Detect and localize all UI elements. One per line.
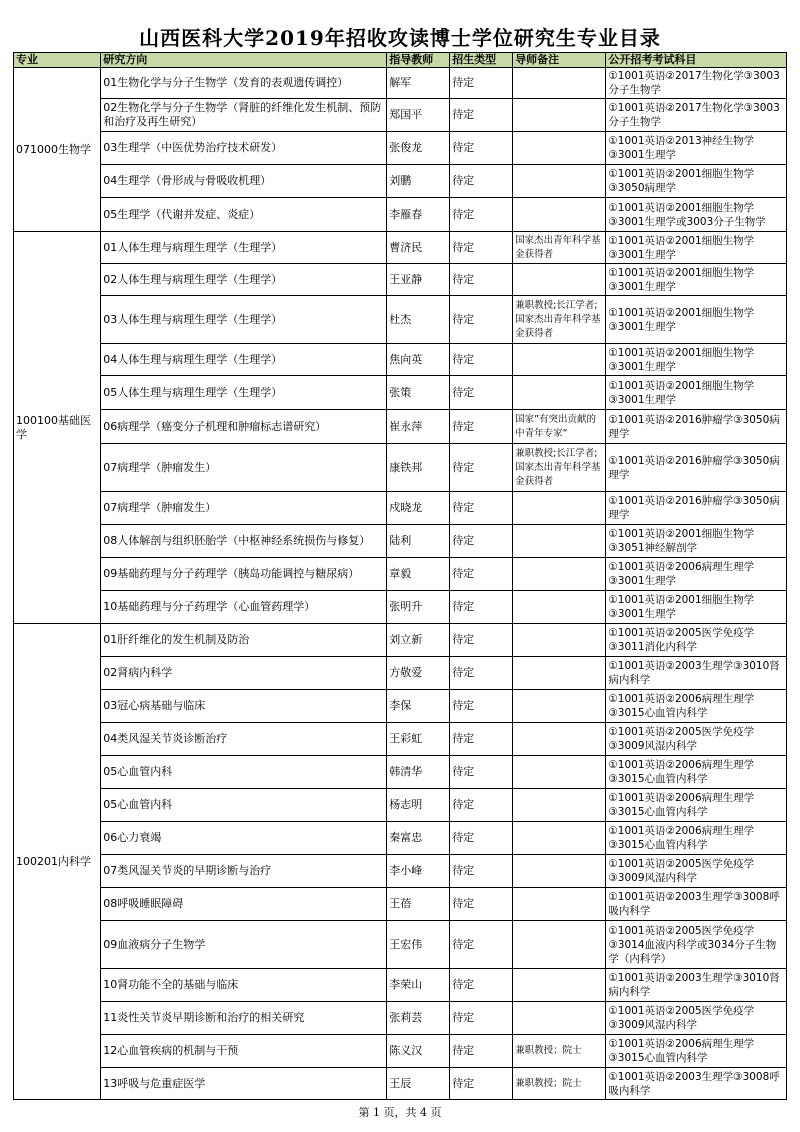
type-cell: 待定 bbox=[450, 921, 513, 969]
note-cell bbox=[513, 624, 606, 657]
type-cell: 待定 bbox=[450, 525, 513, 558]
major-cell: 071000生物学 bbox=[14, 68, 101, 232]
direction-cell: 07类风湿关节炎的早期诊断与治疗 bbox=[101, 855, 387, 888]
table-row bbox=[14, 376, 787, 410]
exam-cell: ①1001英语②2006病理生理学③3015心血管内科学 bbox=[606, 822, 787, 855]
type-cell: 待定 bbox=[450, 558, 513, 591]
type-cell: 待定 bbox=[450, 624, 513, 657]
exam-cell: ①1001英语②2016肿瘤学③3050病理学 bbox=[606, 410, 787, 444]
exam-cell: ①1001英语②2006病理生理学③3015心血管内科学 bbox=[606, 756, 787, 789]
type-cell: 待定 bbox=[450, 232, 513, 264]
advisor-cell: 王宏伟 bbox=[387, 921, 450, 969]
table-row bbox=[14, 410, 787, 444]
note-cell bbox=[513, 165, 606, 198]
note-cell bbox=[513, 855, 606, 888]
page-footer: 第 1 页，共 4 页 bbox=[358, 1106, 442, 1119]
exam-cell: ①1001英语②2017生物化学③3003分子生物学 bbox=[606, 99, 787, 132]
program-catalog-table bbox=[13, 52, 787, 1100]
direction-cell: 09血液病分子生物学 bbox=[101, 921, 387, 969]
advisor-cell: 王辰 bbox=[387, 1068, 450, 1100]
table-row bbox=[14, 624, 787, 657]
table-header-row bbox=[14, 53, 787, 68]
table-row bbox=[14, 132, 787, 165]
direction-cell: 03人体生理与病理生理学（生理学） bbox=[101, 296, 387, 344]
advisor-cell: 杜杰 bbox=[387, 296, 450, 344]
advisor-cell: 张莉芸 bbox=[387, 1002, 450, 1035]
advisor-cell: 王彩虹 bbox=[387, 723, 450, 756]
type-cell: 待定 bbox=[450, 99, 513, 132]
type-cell: 待定 bbox=[450, 376, 513, 410]
note-cell bbox=[513, 591, 606, 624]
exam-cell: ①1001英语②2001细胞生物学③3001生理学 bbox=[606, 344, 787, 376]
exam-cell: ①1001英语②2003生理学③3010肾病内科学 bbox=[606, 969, 787, 1002]
table-row bbox=[14, 969, 787, 1002]
exam-cell: ①1001英语②2001细胞生物学③3001生理学 bbox=[606, 591, 787, 624]
type-cell: 待定 bbox=[450, 296, 513, 344]
direction-cell: 01人体生理与病理生理学（生理学） bbox=[101, 232, 387, 264]
note-cell: 国家杰出青年科学基金获得者 bbox=[513, 232, 606, 264]
type-cell: 待定 bbox=[450, 723, 513, 756]
advisor-cell: 杨志明 bbox=[387, 789, 450, 822]
note-cell: 兼职教授;长江学者;国家杰出青年科学基金获得者 bbox=[513, 296, 606, 344]
table-row bbox=[14, 591, 787, 624]
advisor-cell: 曹济民 bbox=[387, 232, 450, 264]
advisor-cell: 秦富忠 bbox=[387, 822, 450, 855]
note-cell bbox=[513, 789, 606, 822]
type-cell: 待定 bbox=[450, 888, 513, 921]
table-row bbox=[14, 525, 787, 558]
note-cell bbox=[513, 264, 606, 296]
advisor-cell: 王蓓 bbox=[387, 888, 450, 921]
advisor-cell: 戍晓龙 bbox=[387, 492, 450, 525]
note-cell bbox=[513, 132, 606, 165]
direction-cell: 13呼吸与危重症医学 bbox=[101, 1068, 387, 1100]
exam-cell: ①1001英语②2005医学免疫学③3014血液内科学或3034分子生物学（内科学） bbox=[606, 921, 787, 969]
direction-cell: 02肾病内科学 bbox=[101, 657, 387, 690]
table-row bbox=[14, 756, 787, 789]
note-cell bbox=[513, 756, 606, 789]
table-row bbox=[14, 232, 787, 264]
major-cell: 100201内科学 bbox=[14, 624, 101, 1100]
note-cell bbox=[513, 68, 606, 99]
table-row bbox=[14, 888, 787, 921]
direction-cell: 05生理学（代谢并发症、炎症） bbox=[101, 198, 387, 232]
advisor-cell: 王亚静 bbox=[387, 264, 450, 296]
exam-cell: ①1001英语②2001细胞生物学③3001生理学 bbox=[606, 376, 787, 410]
note-cell bbox=[513, 657, 606, 690]
advisor-cell: 崔永萍 bbox=[387, 410, 450, 444]
table-row bbox=[14, 657, 787, 690]
direction-cell: 11炎性关节炎早期诊断和治疗的相关研究 bbox=[101, 1002, 387, 1035]
advisor-cell: 方敬爱 bbox=[387, 657, 450, 690]
advisor-cell: 解军 bbox=[387, 68, 450, 99]
table-row bbox=[14, 444, 787, 492]
note-cell: 兼职教授；院士 bbox=[513, 1035, 606, 1068]
direction-cell: 07病理学（肿瘤发生） bbox=[101, 492, 387, 525]
type-cell: 待定 bbox=[450, 410, 513, 444]
direction-cell: 06病理学（癌变分子机理和肿瘤标志谱研究） bbox=[101, 410, 387, 444]
note-cell bbox=[513, 921, 606, 969]
table-row bbox=[14, 198, 787, 232]
note-cell bbox=[513, 525, 606, 558]
advisor-cell: 陈义汉 bbox=[387, 1035, 450, 1068]
note-cell bbox=[513, 1002, 606, 1035]
type-cell: 待定 bbox=[450, 444, 513, 492]
exam-cell: ①1001英语②2001细胞生物学③3051神经解剖学 bbox=[606, 525, 787, 558]
type-cell: 待定 bbox=[450, 68, 513, 99]
table-row bbox=[14, 921, 787, 969]
direction-cell: 05心血管内科 bbox=[101, 789, 387, 822]
advisor-cell: 李小峰 bbox=[387, 855, 450, 888]
direction-cell: 08呼吸睡眠障碍 bbox=[101, 888, 387, 921]
table-row bbox=[14, 264, 787, 296]
header-exam: 公开招考考试科目 bbox=[606, 53, 787, 68]
type-cell: 待定 bbox=[450, 822, 513, 855]
exam-cell: ①1001英语②2017生物化学③3003分子生物学 bbox=[606, 68, 787, 99]
header-type: 招生类型 bbox=[450, 53, 513, 68]
direction-cell: 03生理学（中医优势治疗技术研发） bbox=[101, 132, 387, 165]
table-row bbox=[14, 492, 787, 525]
direction-cell: 02人体生理与病理生理学（生理学） bbox=[101, 264, 387, 296]
table-row bbox=[14, 822, 787, 855]
major-cell: 100100基础医学 bbox=[14, 232, 101, 624]
exam-cell: ①1001英语②2006病理生理学③3015心血管内科学 bbox=[606, 789, 787, 822]
table-row bbox=[14, 1068, 787, 1100]
exam-cell: ①1001英语②2006病理生理学③3015心血管内科学 bbox=[606, 1035, 787, 1068]
type-cell: 待定 bbox=[450, 492, 513, 525]
advisor-cell: 张策 bbox=[387, 376, 450, 410]
direction-cell: 04类风湿关节炎诊断治疗 bbox=[101, 723, 387, 756]
exam-cell: ①1001英语②2001细胞生物学③3001生理学或3003分子生物学 bbox=[606, 198, 787, 232]
note-cell: 兼职教授；院士 bbox=[513, 1068, 606, 1100]
exam-cell: ①1001英语②2006病理生理学③3015心血管内科学 bbox=[606, 690, 787, 723]
advisor-cell: 章毅 bbox=[387, 558, 450, 591]
table-row bbox=[14, 1035, 787, 1068]
note-cell bbox=[513, 690, 606, 723]
note-cell bbox=[513, 822, 606, 855]
exam-cell: ①1001英语②2006病理生理学③3001生理学 bbox=[606, 558, 787, 591]
exam-cell: ①1001英语②2013神经生物学③3001生理学 bbox=[606, 132, 787, 165]
advisor-cell: 李雁春 bbox=[387, 198, 450, 232]
type-cell: 待定 bbox=[450, 756, 513, 789]
exam-cell: ①1001英语②2005医学免疫学③3011消化内科学 bbox=[606, 624, 787, 657]
header-direction: 研究方向 bbox=[101, 53, 387, 68]
page-title: 山西医科大学2019年招收攻读博士学位研究生专业目录 bbox=[139, 26, 661, 50]
exam-cell: ①1001英语②2001细胞生物学③3050病理学 bbox=[606, 165, 787, 198]
table-row bbox=[14, 165, 787, 198]
exam-cell: ①1001英语②2005医学免疫学③3009风湿内科学 bbox=[606, 723, 787, 756]
exam-cell: ①1001英语②2003生理学③3008呼吸内科学 bbox=[606, 888, 787, 921]
note-cell bbox=[513, 723, 606, 756]
table-row bbox=[14, 99, 787, 132]
type-cell: 待定 bbox=[450, 690, 513, 723]
type-cell: 待定 bbox=[450, 789, 513, 822]
exam-cell: ①1001英语②2001细胞生物学③3001生理学 bbox=[606, 264, 787, 296]
note-cell bbox=[513, 376, 606, 410]
direction-cell: 06心力衰竭 bbox=[101, 822, 387, 855]
direction-cell: 04人体生理与病理生理学（生理学） bbox=[101, 344, 387, 376]
exam-cell: ①1001英语②2016肿瘤学③3050病理学 bbox=[606, 444, 787, 492]
direction-cell: 01生物化学与分子生物学（发育的表观遗传调控） bbox=[101, 68, 387, 99]
direction-cell: 09基础药理与分子药理学（胰岛功能调控与糖尿病） bbox=[101, 558, 387, 591]
advisor-cell: 张俊龙 bbox=[387, 132, 450, 165]
advisor-cell: 张明升 bbox=[387, 591, 450, 624]
advisor-cell: 陆利 bbox=[387, 525, 450, 558]
note-cell: 兼职教授;长江学者;国家杰出青年科学基金获得者 bbox=[513, 444, 606, 492]
table-row bbox=[14, 1002, 787, 1035]
advisor-cell: 康铁邦 bbox=[387, 444, 450, 492]
type-cell: 待定 bbox=[450, 264, 513, 296]
advisor-cell: 郑国平 bbox=[387, 99, 450, 132]
type-cell: 待定 bbox=[450, 1002, 513, 1035]
table-row bbox=[14, 344, 787, 376]
exam-cell: ①1001英语②2003生理学③3008呼吸内科学 bbox=[606, 1068, 787, 1100]
note-cell: 国家”有突出贡献的中青年专家“ bbox=[513, 410, 606, 444]
table-row bbox=[14, 690, 787, 723]
advisor-cell: 李荣山 bbox=[387, 969, 450, 1002]
direction-cell: 10基础药理与分子药理学（心血管药理学） bbox=[101, 591, 387, 624]
note-cell bbox=[513, 99, 606, 132]
header-note: 导师备注 bbox=[513, 53, 606, 68]
exam-cell: ①1001英语②2016肿瘤学③3050病理学 bbox=[606, 492, 787, 525]
type-cell: 待定 bbox=[450, 855, 513, 888]
direction-cell: 05人体生理与病理生理学（生理学） bbox=[101, 376, 387, 410]
table-row bbox=[14, 68, 787, 99]
note-cell bbox=[513, 198, 606, 232]
direction-cell: 12心血管疾病的机制与干预 bbox=[101, 1035, 387, 1068]
table-body bbox=[14, 68, 787, 1100]
table-row bbox=[14, 723, 787, 756]
type-cell: 待定 bbox=[450, 1068, 513, 1100]
advisor-cell: 韩清华 bbox=[387, 756, 450, 789]
exam-cell: ①1001英语②2003生理学③3010肾病内科学 bbox=[606, 657, 787, 690]
direction-cell: 04生理学（骨形成与骨吸收机理） bbox=[101, 165, 387, 198]
note-cell bbox=[513, 492, 606, 525]
note-cell bbox=[513, 888, 606, 921]
type-cell: 待定 bbox=[450, 657, 513, 690]
note-cell bbox=[513, 969, 606, 1002]
table-row bbox=[14, 855, 787, 888]
advisor-cell: 刘立新 bbox=[387, 624, 450, 657]
type-cell: 待定 bbox=[450, 1035, 513, 1068]
type-cell: 待定 bbox=[450, 198, 513, 232]
header-advisor: 指导教师 bbox=[387, 53, 450, 68]
note-cell bbox=[513, 558, 606, 591]
direction-cell: 02生物化学与分子生物学（肾脏的纤维化发生机制、预防和治疗及再生研究） bbox=[101, 99, 387, 132]
direction-cell: 07病理学（肿瘤发生） bbox=[101, 444, 387, 492]
exam-cell: ①1001英语②2001细胞生物学③3001生理学 bbox=[606, 232, 787, 264]
direction-cell: 08人体解剖与组织胚胎学（中枢神经系统损伤与修复） bbox=[101, 525, 387, 558]
direction-cell: 10肾功能不全的基础与临床 bbox=[101, 969, 387, 1002]
table-row bbox=[14, 558, 787, 591]
direction-cell: 05心血管内科 bbox=[101, 756, 387, 789]
direction-cell: 03冠心病基础与临床 bbox=[101, 690, 387, 723]
type-cell: 待定 bbox=[450, 132, 513, 165]
type-cell: 待定 bbox=[450, 969, 513, 1002]
direction-cell: 01肝纤维化的发生机制及防治 bbox=[101, 624, 387, 657]
advisor-cell: 刘鹏 bbox=[387, 165, 450, 198]
advisor-cell: 李保 bbox=[387, 690, 450, 723]
table-row bbox=[14, 789, 787, 822]
exam-cell: ①1001英语②2001细胞生物学③3001生理学 bbox=[606, 296, 787, 344]
type-cell: 待定 bbox=[450, 344, 513, 376]
header-major: 专业 bbox=[14, 53, 101, 68]
note-cell bbox=[513, 344, 606, 376]
type-cell: 待定 bbox=[450, 591, 513, 624]
exam-cell: ①1001英语②2005医学免疫学③3009风湿内科学 bbox=[606, 855, 787, 888]
table-row bbox=[14, 296, 787, 344]
advisor-cell: 焦向英 bbox=[387, 344, 450, 376]
exam-cell: ①1001英语②2005医学免疫学③3009风湿内科学 bbox=[606, 1002, 787, 1035]
type-cell: 待定 bbox=[450, 165, 513, 198]
